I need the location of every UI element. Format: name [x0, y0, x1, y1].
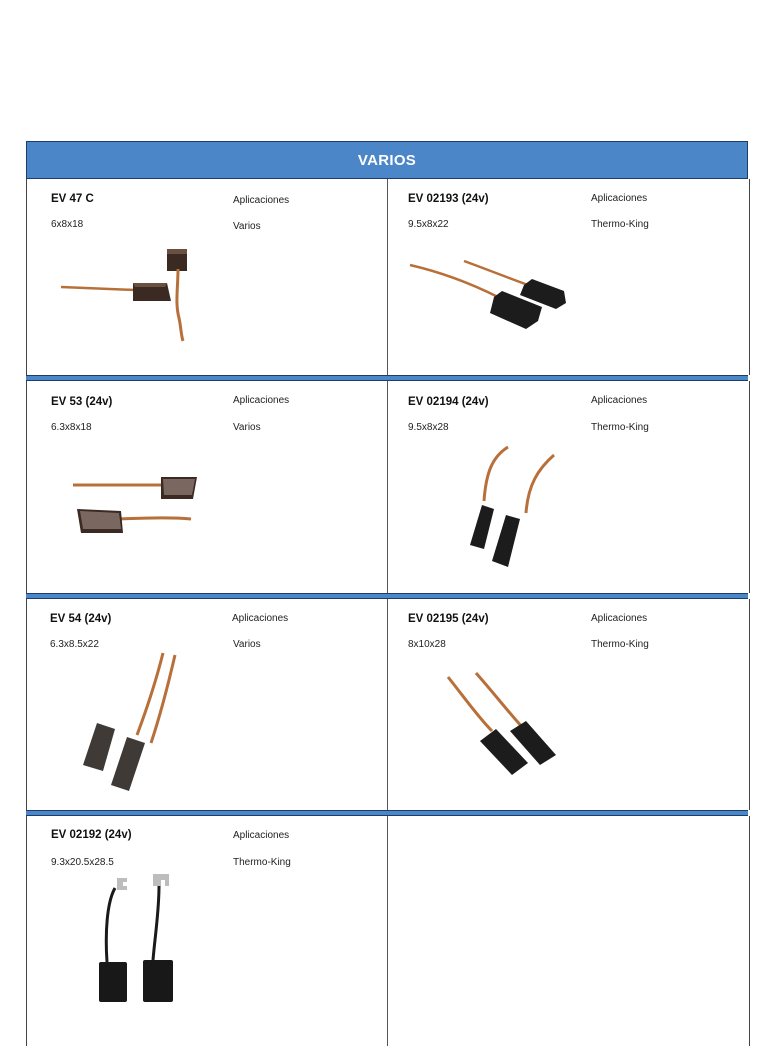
- product-dimensions: 9.3x20.5x28.5: [51, 857, 114, 868]
- product-code: EV 02193 (24v): [408, 193, 489, 205]
- product-dimensions: 8x10x28: [408, 639, 446, 650]
- product-row: [26, 381, 750, 593]
- carbon-brush-pair-icon: [448, 443, 558, 573]
- product-code: EV 47 C: [51, 193, 94, 205]
- product-card: [27, 816, 388, 1046]
- empty-card: [388, 816, 748, 1046]
- application-value: Varios: [233, 422, 261, 433]
- carbon-brush-single-icon: [57, 243, 197, 343]
- applications-label: Aplicaciones: [591, 193, 648, 204]
- product-code: EV 02195 (24v): [408, 613, 489, 625]
- section-header: [26, 141, 748, 179]
- application-value: Varios: [233, 639, 261, 650]
- carbon-brush-pair-icon: [444, 669, 564, 789]
- product-dimensions: 6.3x8.5x22: [50, 639, 99, 650]
- product-code: EV 02194 (24v): [408, 396, 489, 408]
- carbon-brush-pair-icon: [71, 473, 201, 537]
- product-code: EV 54 (24v): [50, 613, 112, 625]
- product-code: EV 53 (24v): [51, 396, 113, 408]
- product-dimensions: 6x8x18: [51, 219, 84, 230]
- product-row: [26, 816, 750, 1046]
- product-code: EV 02192 (24v): [51, 829, 132, 841]
- application-value: Thermo-King: [233, 857, 291, 868]
- application-value: Varios: [233, 221, 261, 232]
- applications-label: Aplicaciones: [591, 395, 648, 406]
- applications-label: Aplicaciones: [591, 613, 648, 624]
- product-row: [26, 599, 750, 810]
- applications-label: Aplicaciones: [232, 613, 289, 624]
- carbon-brush-terminal-pair-icon: [93, 872, 183, 1006]
- application-value: Thermo-King: [591, 639, 649, 650]
- product-row: [26, 179, 750, 375]
- product-dimensions: 9.5x8x28: [408, 422, 449, 433]
- product-card: [27, 381, 388, 593]
- carbon-brush-pair-icon: [406, 257, 576, 337]
- product-card: [27, 599, 388, 810]
- applications-label: Aplicaciones: [233, 830, 290, 841]
- catalog-sheet: [26, 141, 748, 1031]
- product-card: [388, 381, 748, 593]
- carbon-brush-pair-icon: [77, 647, 187, 797]
- product-dimensions: 9.5x8x22: [408, 219, 449, 230]
- applications-label: Aplicaciones: [233, 195, 290, 206]
- product-card: [388, 599, 748, 810]
- product-card: [27, 179, 388, 375]
- product-dimensions: 6.3x8x18: [51, 422, 92, 433]
- applications-label: Aplicaciones: [233, 395, 290, 406]
- section-title: VARIOS: [357, 151, 417, 169]
- product-card: [388, 179, 748, 375]
- application-value: Thermo-King: [591, 219, 649, 230]
- application-value: Thermo-King: [591, 422, 649, 433]
